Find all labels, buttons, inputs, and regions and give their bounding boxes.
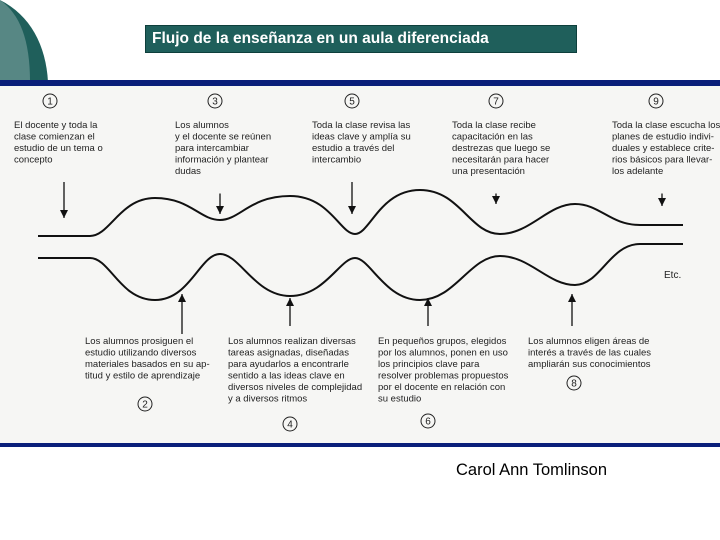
arrow-head [658, 198, 666, 206]
step-text-line: estudio de un tema o [14, 143, 103, 154]
top-steps [14, 94, 720, 218]
step-text-line: por los alumnos, ponen en uso [378, 347, 508, 359]
top-step-3 [175, 94, 271, 214]
step-text-line: Toda la clase escucha los [612, 120, 720, 131]
slide-title: Flujo de la enseñanza en un aula diferenciada [145, 25, 577, 53]
arrow-head [348, 206, 356, 214]
step-number: 3 [212, 96, 218, 108]
author-credit: Carol Ann Tomlinson [456, 461, 608, 479]
step-text-line: los adelante [612, 166, 664, 177]
step-text-line: concepto [14, 154, 53, 166]
step-text-line: y el docente se reúnen [175, 131, 272, 143]
step-text-line: Los alumnos [175, 120, 229, 131]
step-text-line: dudas [175, 166, 201, 177]
step-text-line: duales y establece crite- [612, 143, 715, 154]
step-text-line: ampliarán sus conocimientos [528, 359, 651, 370]
top-step-9 [612, 94, 720, 206]
step-number: 8 [571, 378, 577, 390]
upper-flow-line [38, 190, 683, 236]
step-text-line: Los alumnos prosiguen el [85, 336, 194, 347]
step-text-line: los principios clave para [378, 359, 480, 370]
step-number: 4 [287, 419, 293, 431]
step-text-line: rios básicos para llevar- [612, 154, 713, 166]
step-number: 1 [47, 96, 53, 108]
step-text-line: diversos niveles de complejidad [228, 382, 363, 393]
flow-waves [38, 190, 683, 300]
step-text-line: interés a través de las cuales [528, 347, 652, 359]
step-text-line: El docente y toda la [14, 120, 98, 131]
step-text-line: necesitarán para hacer [452, 154, 550, 166]
step-text-line: Toda la clase recibe [452, 120, 536, 131]
step-text-line: clase comienzan el [14, 131, 95, 143]
step-text-line: tareas asignadas, diseñadas [228, 347, 349, 359]
step-text-line: materiales basados en su ap- [85, 359, 210, 370]
arrow-head [492, 196, 500, 204]
step-number: 6 [425, 416, 431, 428]
step-text-line: En pequeños grupos, elegidos [378, 336, 507, 347]
bottom-rule [0, 443, 720, 447]
step-text-line: ideas clave y amplía su [312, 131, 411, 143]
step-text-line: intercambio [312, 154, 362, 166]
teaching-flow-diagram [0, 86, 720, 443]
step-text-line: una presentación [452, 166, 525, 177]
step-text-line: y a diversos ritmos [228, 393, 308, 405]
step-text-line: resolver problemas propuestos [378, 370, 509, 382]
step-text-line: destrezas que luego se [452, 143, 551, 154]
arrow-head [178, 294, 186, 302]
step-text-line: planes de estudio indivi- [612, 131, 714, 143]
bottom-step-6 [378, 298, 509, 428]
step-number: 9 [653, 96, 659, 108]
step-text-line: Los alumnos eligen áreas de [528, 336, 650, 347]
step-text-line: para intercambiar [175, 143, 249, 154]
step-text-line: por el docente en relación con [378, 382, 506, 393]
step-text-line: Toda la clase revisa las [312, 120, 411, 131]
step-text-line: estudio a través del [312, 143, 395, 154]
top-step-7 [452, 94, 550, 204]
step-text-line: Los alumnos realizan diversas [228, 336, 356, 347]
top-step-1 [14, 94, 103, 218]
arrow-head [216, 206, 224, 214]
step-text-line: estudio utilizando diversos [85, 347, 197, 359]
step-text-line: para ayudarlos a encontrarle [228, 359, 349, 370]
arrow-head [60, 210, 68, 218]
step-number: 7 [493, 96, 499, 108]
arrow-head [286, 298, 294, 306]
step-text-line: información y plantear [175, 154, 269, 166]
bottom-step-8 [528, 294, 651, 390]
step-number: 2 [142, 399, 148, 411]
step-text-line: capacitación en las [452, 131, 533, 143]
bottom-steps [85, 294, 651, 431]
lower-flow-line [38, 244, 683, 300]
step-text-line: titud y estilo de aprendizaje [85, 370, 201, 382]
arrow-head [568, 294, 576, 302]
step-number: 5 [349, 96, 355, 108]
bottom-step-4 [228, 298, 362, 431]
bottom-step-2 [85, 294, 210, 411]
corner-decoration [0, 0, 60, 90]
step-text-line: sentido a las ideas clave en [228, 370, 345, 382]
etc-label: Etc. [664, 270, 682, 281]
step-text-line: su estudio [378, 393, 422, 405]
